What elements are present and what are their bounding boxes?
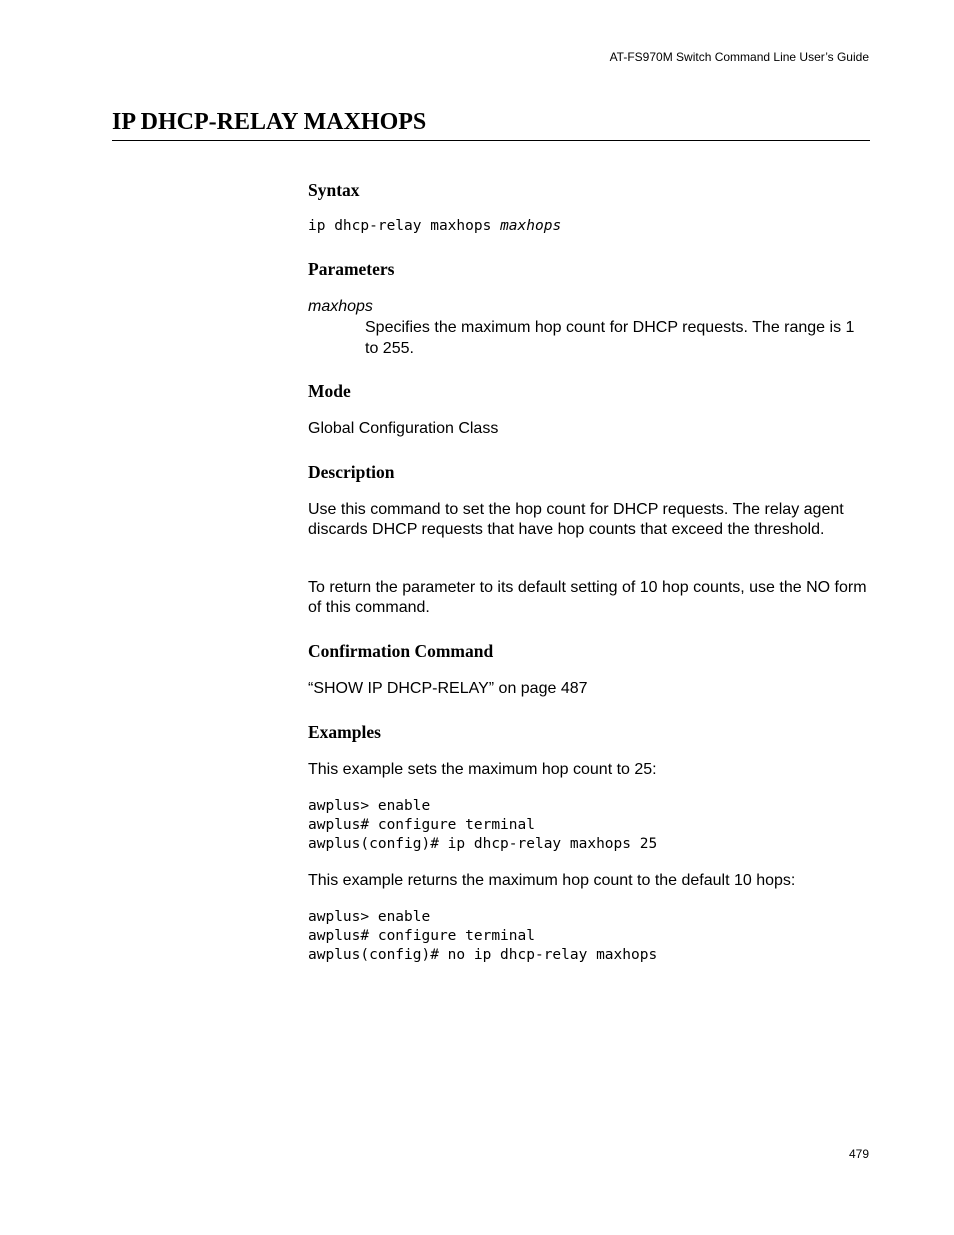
parameter-name: maxhops	[308, 298, 373, 315]
mode-text: Global Configuration Class	[308, 420, 499, 437]
syntax-command-text: ip dhcp-relay maxhops	[308, 218, 501, 234]
example-code: awplus> enable awplus# configure terminal awplus(config)# ip dhcp-relay maxhops 25	[308, 798, 658, 852]
syntax-heading: Syntax	[308, 180, 360, 200]
syntax-argument: maxhops	[500, 218, 562, 234]
syntax-command	[308, 217, 561, 236]
parameters-heading: Parameters	[308, 259, 395, 279]
example-intro: This example returns the maximum hop count to the default 10 hops:	[308, 872, 796, 889]
confirmation-link[interactable]: “SHOW IP DHCP-RELAY” on page 487	[308, 680, 588, 697]
page-title: IP DHCP-RELAY MAXHOPS	[112, 109, 427, 135]
confirmation-heading: Confirmation Command	[308, 641, 494, 661]
example-code: awplus> enable awplus# configure terminal awplus(config)# no ip dhcp-relay maxhops	[308, 909, 658, 963]
description-paragraph: To return the parameter to its default setting of 10 hop counts, use the NO form of this command.	[308, 579, 867, 616]
running-header: AT-FS970M Switch Command Line User’s Guide	[609, 50, 869, 64]
parameter-description: Specifies the maximum hop count for DHCP requests. The range is 1 to 255.	[365, 319, 855, 357]
description-heading: Description	[308, 462, 395, 482]
title-divider	[112, 140, 870, 141]
example-intro: This example sets the maximum hop count to 25:	[308, 761, 657, 778]
page-number: 479	[848, 1147, 869, 1161]
examples-heading: Examples	[308, 722, 381, 742]
description-paragraph: Use this command to set the hop count for DHCP requests. The relay agent discards DHCP requests that have hop counts that exceed the threshold.	[308, 501, 844, 538]
mode-heading: Mode	[308, 381, 351, 401]
